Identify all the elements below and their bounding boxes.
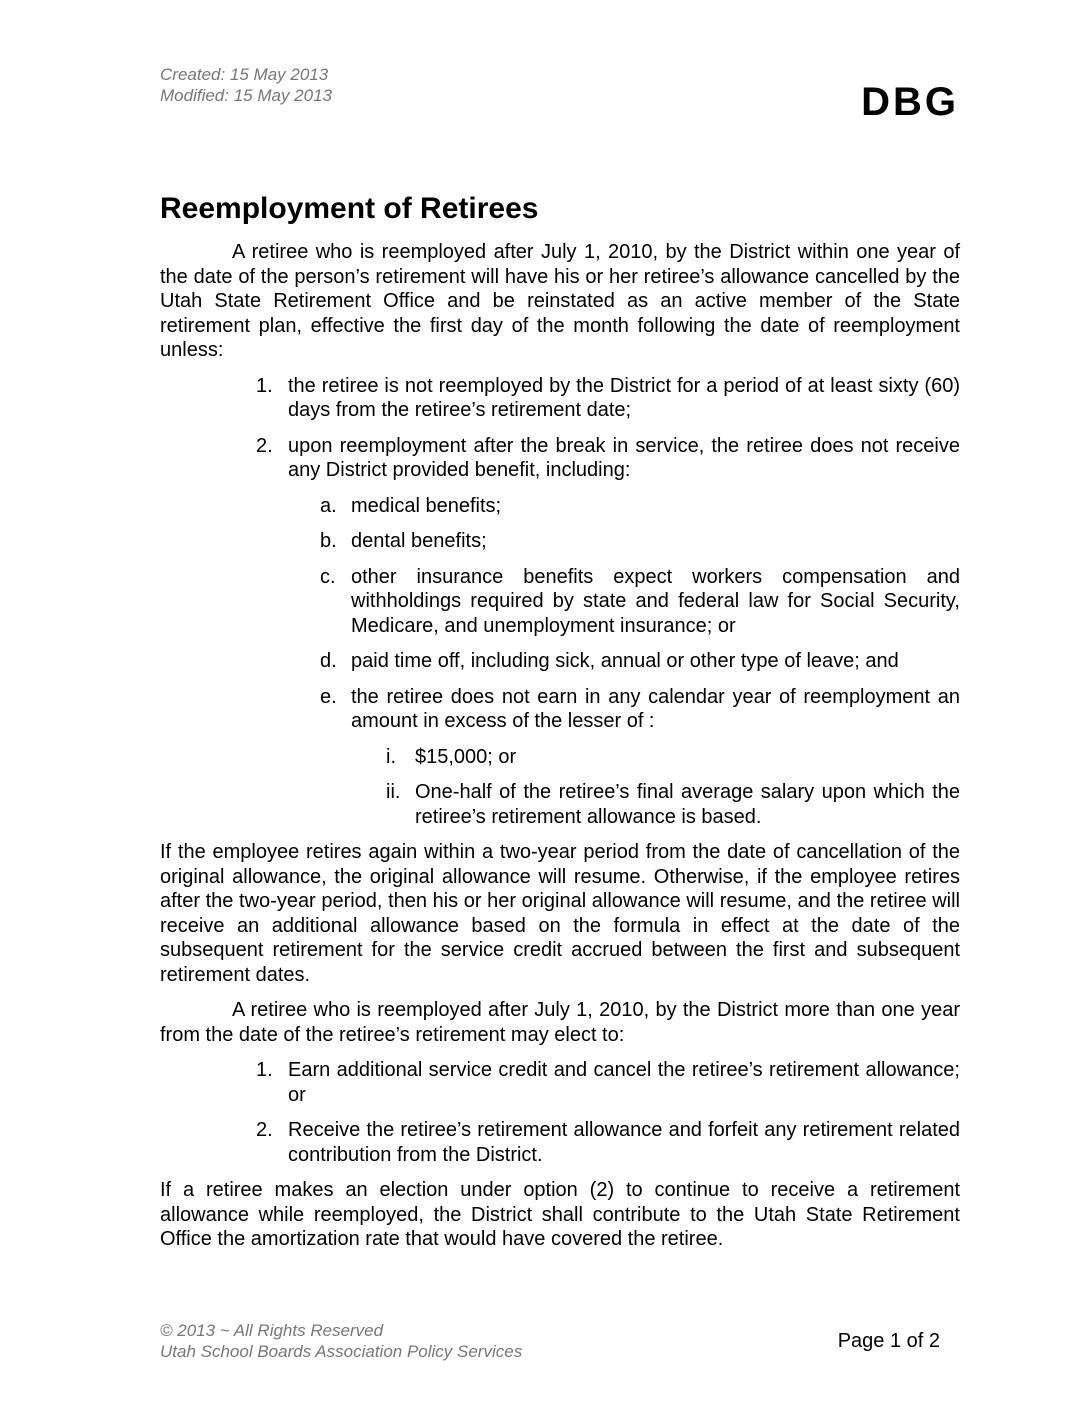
paragraph: If the employee retires again within a two-year period from the date of cancellation of the original allowance, the original allowance will resume. Otherwise, if the employee retires after the two-year period, then his or her original allowance will resume, and the retiree will receive an additional allowance based on the formula in effect at the date of the subsequent retirement for the service credit accrued between the first and subsequent retirement dates. xyxy=(160,841,960,986)
list-item xyxy=(160,434,960,830)
list-letter: c. xyxy=(320,565,336,588)
list-roman: i. xyxy=(386,745,396,768)
list-item xyxy=(160,780,960,829)
copyright-text: © 2013 ~ All Rights Reserved xyxy=(160,1321,384,1340)
list-item xyxy=(160,649,960,674)
list-item xyxy=(160,494,960,519)
paragraph: If a retiree makes an election under option (2) to continue to receive a retirement allowance while reemployed, the District shall contribute to the Utah State Retirement Office the amortization rate that would have covered the retiree. xyxy=(160,1179,960,1250)
list-item-text: One-half of the retiree’s final average salary upon which the retiree’s retirement allowance is based. xyxy=(415,781,960,828)
list-item-text: dental benefits; xyxy=(351,530,487,552)
paragraph: A retiree who is reemployed after July 1, 2010, by the District within one year of the date of the person’s retirement will have his or her retiree’s allowance cancelled by the Utah State Retirement Office and be reinstated as an active member of the State retirement plan, effective the first day of the month following the date of reemployment unless: xyxy=(160,241,960,361)
list-item-text: paid time off, including sick, annual or other type of leave; and xyxy=(351,650,899,672)
benefits-sublist xyxy=(288,494,960,830)
page-title: Reemployment of Retirees xyxy=(160,192,539,225)
list-item-text: upon reemployment after the break in service, the retiree does not receive any District provided benefit, including: xyxy=(288,434,960,481)
footer xyxy=(160,1320,522,1362)
list-item xyxy=(160,1118,960,1167)
list-number: 2. xyxy=(256,434,273,457)
page-number: Page 1 of 2 xyxy=(837,1330,940,1352)
document-meta xyxy=(160,64,332,106)
list-item xyxy=(160,745,960,770)
election-list xyxy=(160,1058,960,1167)
list-item-text: the retiree does not earn in any calendar year of reemployment an amount in excess of the lesser of : xyxy=(351,685,960,732)
list-item xyxy=(160,529,960,554)
list-item-text: other insurance benefits expect workers compensation and withholdings required by state and federal law for Social Security, Medicare, and unemployment insurance; or xyxy=(351,565,960,637)
modified-date: Modified: 15 May 2013 xyxy=(160,86,332,105)
list-number: 1. xyxy=(256,374,273,397)
list-item xyxy=(160,685,960,830)
list-item-text: the retiree is not reemployed by the District for a period of at least sixty (60) days from the retiree’s retirement date; xyxy=(288,374,960,421)
list-letter: b. xyxy=(320,530,337,552)
list-item-text: medical benefits; xyxy=(351,494,502,517)
earnings-sublist xyxy=(351,745,960,830)
list-number: 2. xyxy=(256,1119,273,1141)
created-date: Created: 15 May 2013 xyxy=(160,65,329,84)
list-item-text: $15,000; or xyxy=(415,745,517,768)
list-letter: a. xyxy=(320,494,337,517)
document-body xyxy=(160,240,960,1263)
list-item xyxy=(160,374,960,423)
list-item-text: Earn additional service credit and cancel the retiree’s retirement allowance; or xyxy=(288,1059,960,1106)
list-item-text: Receive the retiree’s retirement allowance and forfeit any retirement related contribution from the District. xyxy=(288,1119,960,1166)
list-item xyxy=(160,1058,960,1107)
policy-code: DBG xyxy=(861,80,959,124)
list-letter: e. xyxy=(320,685,337,708)
list-letter: d. xyxy=(320,650,337,672)
list-roman: ii. xyxy=(386,781,401,803)
list-item xyxy=(160,565,960,639)
organization-text: Utah School Boards Association Policy Services xyxy=(160,1342,523,1361)
paragraph: A retiree who is reemployed after July 1, 2010, by the District more than one year from the date of the retiree’s retirement may elect to: xyxy=(160,999,960,1046)
list-number: 1. xyxy=(256,1059,273,1081)
conditions-list xyxy=(160,374,960,830)
